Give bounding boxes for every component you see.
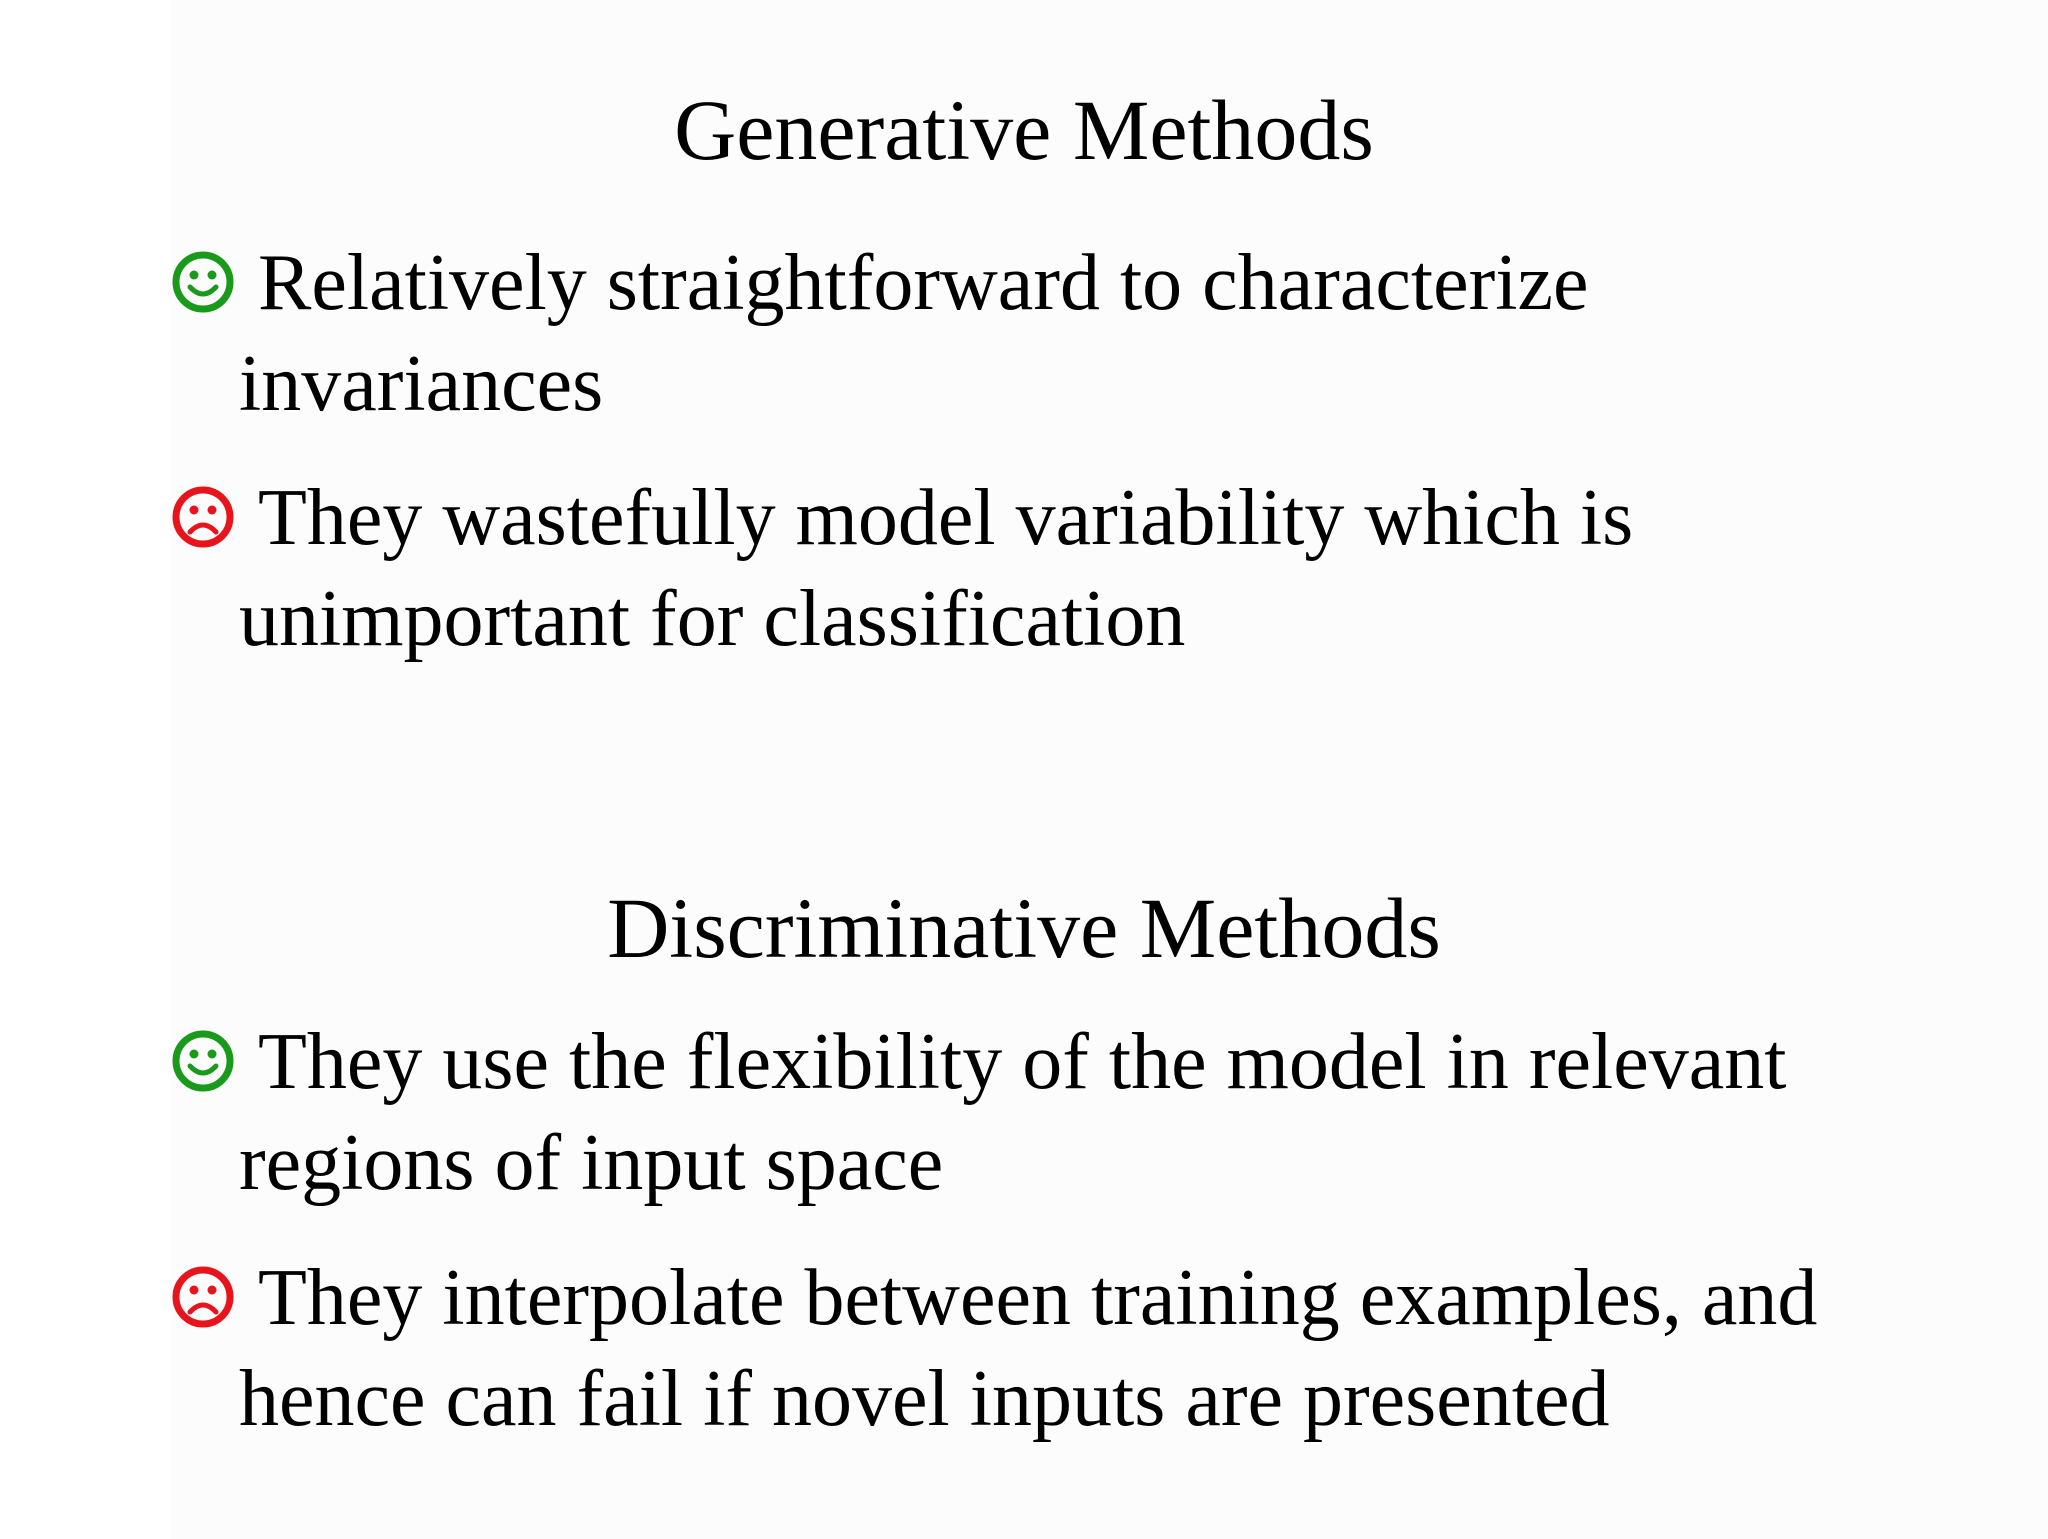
pro-item-generative — [172, 233, 2012, 435]
item-text-line: They use the flexibility of the model in relevant — [258, 1018, 1787, 1106]
section-heading-discriminative: Discriminative Methods — [607, 880, 1441, 976]
item-text-line: unimportant for classification — [239, 575, 1186, 663]
item-text-line: invariances — [239, 340, 604, 428]
item-text-line: hence can fail if novel inputs are presented — [239, 1355, 1610, 1443]
item-text-line: regions of input space — [239, 1119, 944, 1207]
item-text-line: They interpolate between training examples, and — [258, 1254, 1818, 1342]
smiley-face-icon — [172, 251, 234, 313]
item-text-line: They wastefully model variability which is — [258, 474, 1634, 562]
frowny-face-icon — [172, 486, 234, 548]
item-text-line: Relatively straightforward to characterize — [258, 239, 1589, 327]
frowny-face-icon — [172, 1266, 234, 1328]
con-item-discriminative — [172, 1248, 2012, 1450]
con-item-generative — [172, 468, 2012, 670]
pro-item-discriminative — [172, 1012, 2012, 1214]
section-heading-generative: Generative Methods — [674, 82, 1374, 178]
smiley-face-icon — [172, 1030, 234, 1092]
